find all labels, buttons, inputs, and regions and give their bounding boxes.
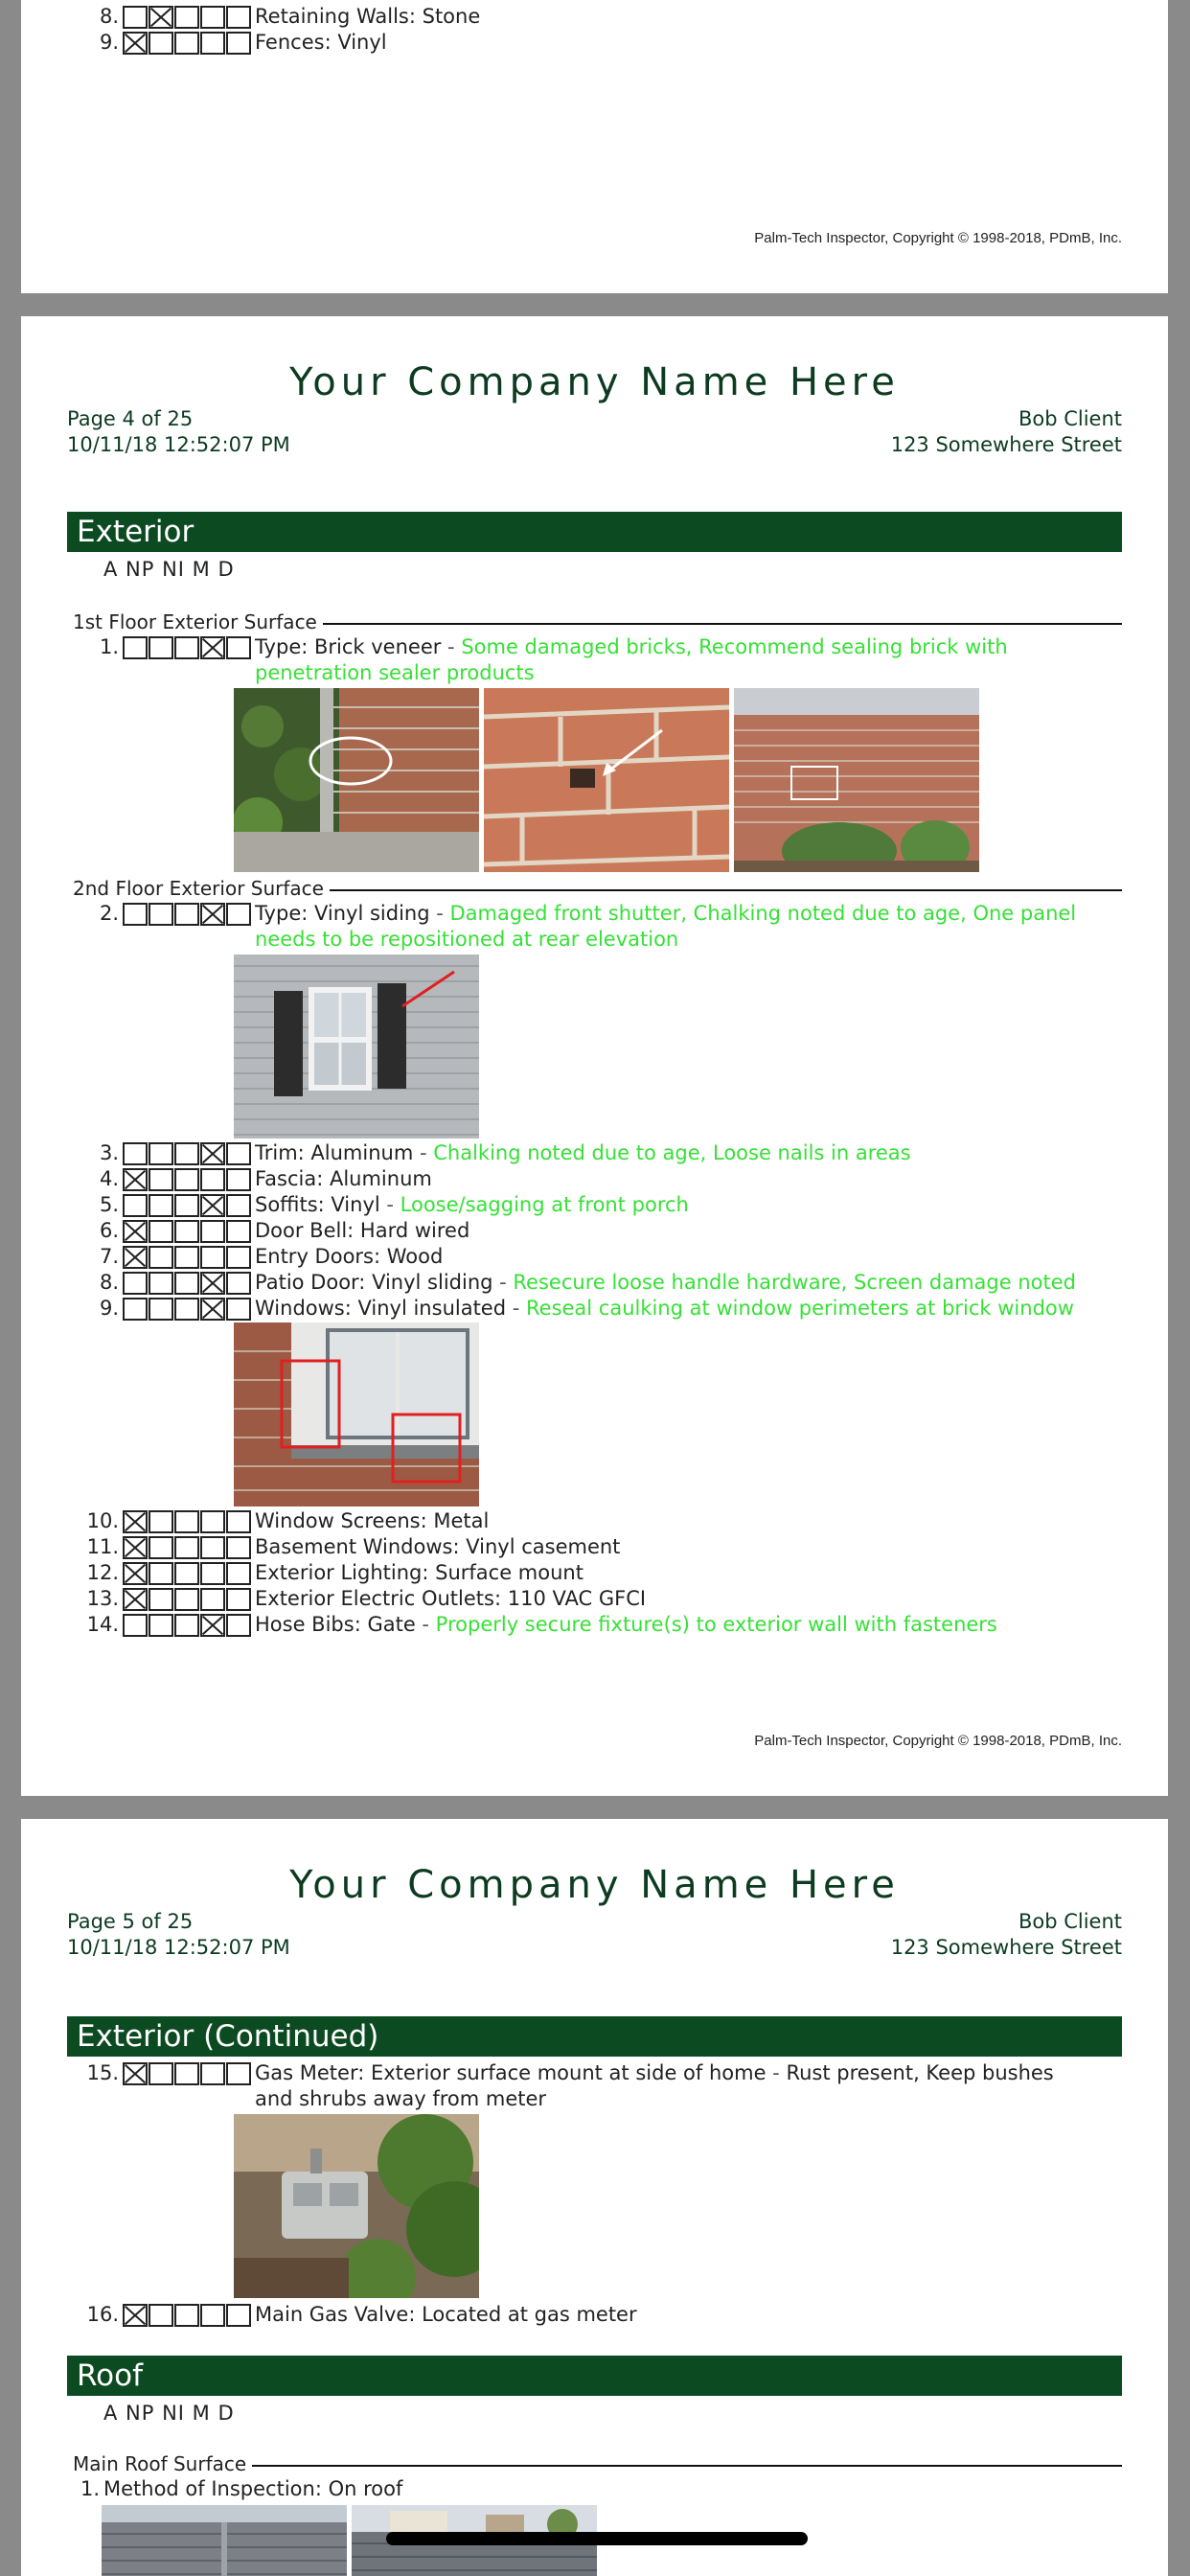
report-timestamp: 10/11/18 12:52:07 PM	[67, 433, 290, 456]
report-page-5	[21, 1819, 1168, 2576]
item-label: Trim: Aluminum	[255, 1141, 414, 1164]
subsection-2nd-floor	[73, 876, 1122, 901]
rating-legend: A NP NI M D	[103, 2402, 235, 2425]
item-number: 16.	[86, 2303, 119, 2326]
rating-boxes	[123, 1298, 252, 1321]
item-label: Gas Meter: Exterior surface mount at side of home	[255, 2061, 767, 2084]
item-text: Main Gas Valve: Located at gas meter	[255, 2303, 637, 2326]
item-number: 13.	[86, 1587, 119, 1610]
report-page-4	[21, 316, 1168, 1796]
item-comment: Damaged front shutter, Chalking noted due to age, One panel needs to be repositioned at rear elevation	[255, 902, 1077, 951]
item-comment: Rust present, Keep bushes and shrubs away from meter	[255, 2061, 1054, 2110]
item-text: Exterior Electric Outlets: 110 VAC GFCI	[255, 1587, 647, 1610]
rating-boxes	[123, 1536, 252, 1559]
page-number: Page 5 of 25	[67, 1910, 194, 1933]
item-text: Gas Meter: Exterior surface mount at side of home - Rust present, Keep bushes and shrubs away from meter	[255, 2061, 1054, 2110]
item-text: Basement Windows: Vinyl casement	[255, 1535, 621, 1558]
item-number: 9.	[99, 1297, 119, 1320]
subsection-1st-floor	[73, 610, 1122, 634]
subsection-label: 1st Floor Exterior Surface	[73, 610, 317, 633]
item-number: 15.	[86, 2061, 119, 2084]
item-label: Soffits: Vinyl	[255, 1193, 380, 1216]
photo-window-shutter	[234, 954, 479, 1138]
report-timestamp: 10/11/18 12:52:07 PM	[67, 1936, 290, 1959]
item-number: 3.	[99, 1141, 119, 1164]
rating-boxes	[123, 636, 252, 659]
rating-legend: A NP NI M D	[103, 558, 235, 581]
item-number: 1.	[99, 635, 119, 658]
rating-boxes	[123, 6, 252, 29]
photo-gas-meter	[234, 2114, 479, 2298]
rating-boxes	[123, 1272, 252, 1295]
rating-boxes	[123, 1246, 252, 1269]
item-number: 12.	[86, 1561, 119, 1584]
item-number: 1.	[80, 2477, 100, 2500]
item-text: Exterior Lighting: Surface mount	[255, 1561, 584, 1584]
item-number: 14.	[86, 1613, 119, 1636]
page-number: Page 4 of 25	[67, 407, 194, 430]
company-name: Your Company Name Here	[289, 360, 900, 404]
report-page-3-tail	[21, 0, 1168, 293]
home-indicator[interactable]	[386, 2532, 808, 2545]
rating-boxes	[123, 1220, 252, 1243]
subsection-label: 2nd Floor Exterior Surface	[73, 877, 324, 900]
item-number: 5.	[99, 1193, 119, 1216]
item-text: Hose Bibs: Gate - Properly secure fixture(s) to exterior wall with fasteners	[255, 1613, 997, 1636]
item-label: Hose Bibs: Gate	[255, 1613, 416, 1636]
photo-damaged-brick-corner	[234, 688, 479, 872]
rating-boxes	[123, 2304, 252, 2327]
item-comment: Properly secure fixture(s) to exterior wall with fasteners	[435, 1613, 997, 1636]
company-name: Your Company Name Here	[289, 1863, 900, 1907]
item-label: Windows: Vinyl insulated	[255, 1297, 507, 1320]
rating-boxes	[123, 1142, 252, 1165]
rating-boxes	[123, 1562, 252, 1585]
photo-damaged-brick-closeup	[484, 688, 729, 872]
rating-boxes	[123, 1588, 252, 1611]
item-number: 2.	[99, 902, 119, 925]
item-comment: Resecure loose handle hardware, Screen damage noted	[513, 1271, 1076, 1294]
item-comment: Some damaged bricks, Recommend sealing brick with penetration sealer products	[255, 635, 1008, 684]
item-text: Type: Vinyl siding - Damaged front shutter, Chalking noted due to age, One panel needs to be repositioned at rear elevation	[255, 902, 1077, 951]
item-number: 8.	[99, 1271, 119, 1294]
subsection-label: Main Roof Surface	[73, 2452, 247, 2475]
item-comment: Loose/sagging at front porch	[400, 1193, 689, 1216]
rating-boxes	[123, 1510, 252, 1533]
rating-boxes	[123, 1614, 252, 1637]
page-footer: Palm-Tech Inspector, Copyright © 1998-2018, PDmB, Inc.	[754, 1733, 1122, 1749]
item-text: Window Screens: Metal	[255, 1509, 490, 1532]
item-number: 6.	[99, 1219, 119, 1242]
item-text: Retaining Walls: Stone	[255, 5, 481, 28]
item-number: 8.	[99, 5, 119, 28]
item-comment: Chalking noted due to age, Loose nails in areas	[433, 1141, 911, 1164]
section-title-exterior: Exterior	[67, 512, 1122, 552]
item-text: Soffits: Vinyl - Loose/sagging at front porch	[255, 1193, 689, 1216]
rating-boxes	[123, 1194, 252, 1217]
item-label: Type: Brick veneer	[255, 635, 442, 658]
rating-boxes	[123, 32, 252, 55]
photo-brick-wall-elevation	[734, 688, 979, 872]
rating-boxes	[123, 903, 252, 926]
item-label: Type: Vinyl siding	[255, 902, 430, 925]
item-text: Method of Inspection: On roof	[103, 2477, 403, 2500]
rating-boxes	[123, 1168, 252, 1191]
photo-window-caulking	[234, 1322, 479, 1506]
item-text: Type: Brick veneer - Some damaged bricks, Recommend sealing brick with penetration sealer products	[255, 635, 1008, 684]
rating-boxes	[123, 2062, 252, 2085]
item-number: 11.	[86, 1535, 119, 1558]
item-text: Patio Door: Vinyl sliding - Resecure loose handle hardware, Screen damage noted	[255, 1271, 1076, 1294]
photo-roof-1	[102, 2505, 347, 2576]
item-text: Trim: Aluminum - Chalking noted due to age, Loose nails in areas	[255, 1141, 911, 1164]
item-number: 7.	[99, 1245, 119, 1268]
section-title-exterior-continued: Exterior (Continued)	[67, 2016, 1122, 2057]
item-label: Patio Door: Vinyl sliding	[255, 1271, 493, 1294]
item-text: Door Bell: Hard wired	[255, 1219, 470, 1242]
section-title-roof: Roof	[67, 2356, 1122, 2396]
item-text: Fences: Vinyl	[255, 31, 387, 54]
item-text: Entry Doors: Wood	[255, 1245, 444, 1268]
client-address: 123 Somewhere Street	[890, 1936, 1122, 1959]
item-number: 4.	[99, 1167, 119, 1190]
item-number: 10.	[86, 1509, 119, 1532]
item-text: Windows: Vinyl insulated - Reseal caulking at window perimeters at brick window	[255, 1296, 1084, 1347]
item-text: Fascia: Aluminum	[255, 1167, 432, 1190]
client-name: Bob Client	[1018, 407, 1122, 430]
item-comment: Reseal caulking at window perimeters at brick window	[526, 1297, 1074, 1320]
client-name: Bob Client	[1018, 1910, 1122, 1933]
client-address: 123 Somewhere Street	[890, 433, 1122, 456]
page-footer: Palm-Tech Inspector, Copyright © 1998-2018, PDmB, Inc.	[754, 230, 1122, 246]
subsection-main-roof	[73, 2451, 1122, 2476]
item-number: 9.	[99, 31, 119, 54]
